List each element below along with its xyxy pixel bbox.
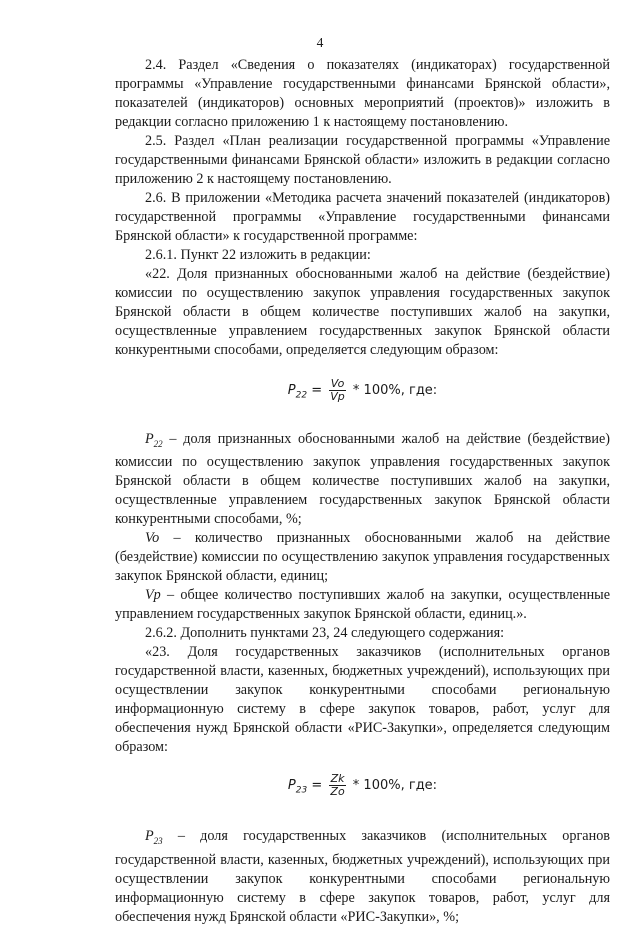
paragraph-2-6: 2.6. В приложении «Методика расчета значений показателей (индикаторов) государственной программы «Управление государственными финансами Брянской области» к государственной программе: — [115, 190, 610, 244]
document-body — [115, 56, 610, 927]
paragraph-2-4: 2.4. Раздел «Сведения о показателях (индикаторах) государственной программы «Управление государственными финансами Брянской области», показателей (индикаторов) основных мероприятий (проектов)» изложить в редакции согласно приложению 1 к настоящему постановлению. — [115, 57, 610, 130]
formula-p22: $P_{22}$ = $\frac{Vo}{Vp}$ * 100%, где: — [287, 377, 438, 403]
page-number: 4 — [316, 35, 324, 50]
paragraph-2-5: 2.5. Раздел «План реализации государственной программы «Управление государственными финансами Брянской области» изложить в редакции согласно приложению 2 к настоящему постановлению. — [115, 133, 610, 187]
definition-p23: $P_{23}$ – доля государственных заказчиков (исполнительных органов государственной власти, казенных, бюджетных учреждений), использующих при осуществлении закупок конкурентными способами региональную информационную систему в сфере закупок товаров, работ, услуг для обеспечения нужд Брянской области «РИС-Закупки», %; — [115, 828, 610, 925]
formula-p22-rhs: * 100%, где: — [348, 383, 438, 398]
symbol-p23: $P_{23}$ — [145, 828, 163, 846]
formula-p23-numerator: Zk — [330, 772, 345, 786]
symbol-vp: Vp — [145, 587, 161, 604]
formula-p22-numerator: Vo — [330, 377, 345, 390]
symbol-vo: Vo — [145, 530, 160, 547]
formula-p23-fraction — [328, 773, 346, 798]
formula-p22-lhs: $P_{22}$ — [287, 383, 308, 401]
symbol-p22: $P_{22}$ — [145, 430, 163, 449]
paragraph-2-6-2: 2.6.2. Дополнить пунктами 23, 24 следующего содержания: — [145, 625, 505, 642]
formula-p22-denominator: Vp — [330, 390, 345, 403]
formula-p22-fraction — [328, 378, 347, 403]
formula-p23-lhs: $P_{23}$ — [287, 778, 308, 797]
paragraph-2-6-1: 2.6.1. Пункт 22 изложить в редакции: — [145, 247, 371, 263]
formula-p23-denominator: Zo — [330, 785, 345, 799]
formula-p23-rhs: * 100%, где: — [348, 778, 438, 794]
definition-p22: $P_{22}$ – доля признанных обоснованными жалоб на действие (бездействие) комиссии по осуществлению закупок управления государственных закупок Брянской области в общем количестве поступивших жалоб на закупки, осуществленные управлением государственных закупок Брянской области конкурентными способами, %; — [115, 430, 610, 528]
paragraph-item-23: «23. Доля государственных заказчиков (исполнительных органов государственной власти, казенных, бюджетных учреждений), использующих при осуществлении закупок конкурентными способами региональную информационную систему в сфере закупок товаров, работ, услуг для обеспечения нужд Брянской области «РИС-Закупки», определяется следующим образом: — [115, 644, 610, 756]
formula-p23: $P_{23}$ = $\frac{Zk}{Zo}$ * 100%, где: — [287, 772, 438, 799]
definition-vo: Vo – количество признанных обоснованными жалоб на действие (бездействие) комиссии по осуществлению закупок управления государственных закупок Брянской области, единиц; — [115, 530, 610, 585]
definition-vp: Vp – общее количество поступивших жалоб на закупки, осуществленные управлением государственных закупок Брянской области, единиц.». — [115, 587, 610, 623]
paragraph-item-22: «22. Доля признанных обоснованными жалоб на действие (бездействие) комиссии по осуществлению закупок управления государственных закупок Брянской области в общем количестве поступивших жалоб на закупки, осуществленные управлением государственных закупок Брянской области конкурентными способами, определяется следующим образом: — [115, 266, 610, 358]
